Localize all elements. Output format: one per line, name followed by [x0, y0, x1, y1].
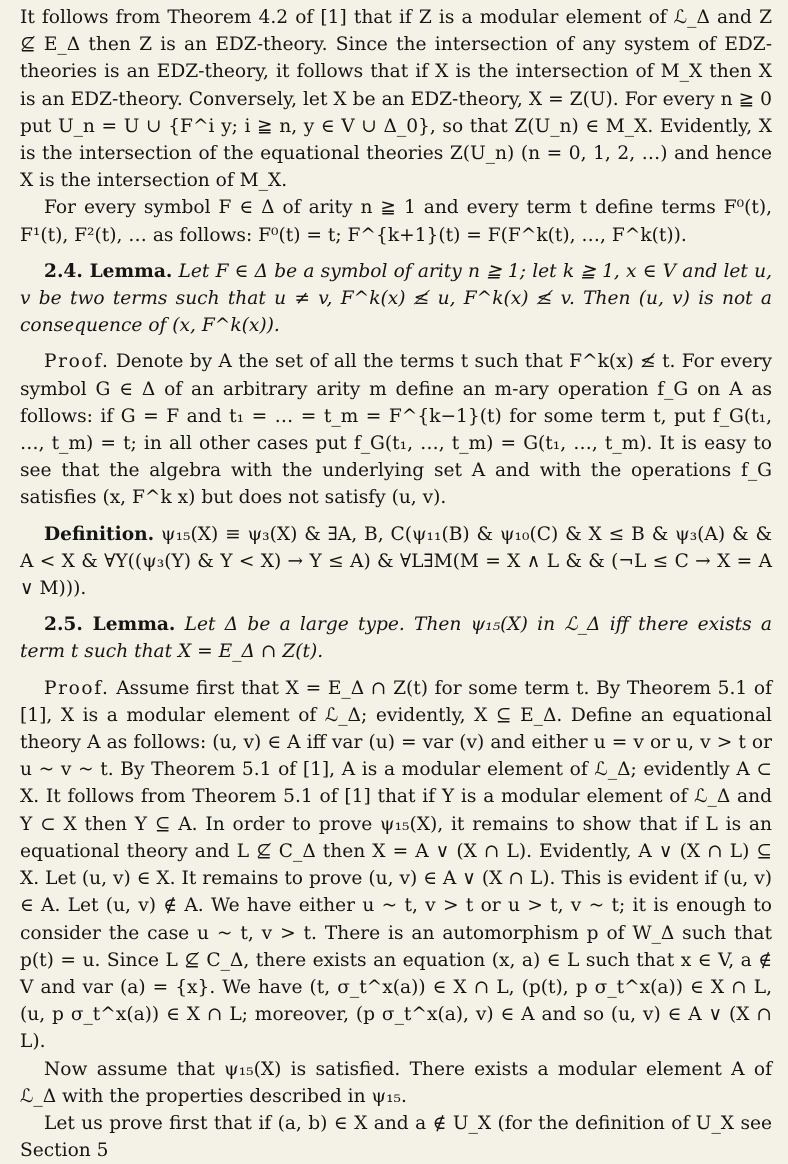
paragraph-intro — [20, 4, 772, 194]
definition-psi15 — [20, 521, 772, 603]
proof-2-5 — [20, 675, 772, 1056]
lemma-2-4 — [20, 258, 772, 340]
lemma-2-4-heading: 2.4. Lemma. — [44, 260, 173, 282]
definition-formula: ψ₁₅(X) ≡ ψ₃(X) & ∃A, B, C(ψ₁₁(B) & ψ₁₀(C) & X ≤ B & ψ₃(A) & & A < X & ∀Y((ψ₃(Y) & Y < X) → Y ≤ A) & ∀L∃M(M = X ∧ L & & (¬L ≤ C → X = A ∨ M))). — [20, 523, 772, 600]
paragraph-converse — [20, 1056, 772, 1110]
proof-2-4-body: Denote by A the set of all the terms t such that F^k(x) ≰ t. For every symbol G ∈ Δ of an arbitrary arity m define an m-ary operation f_G on A as follows: if G = F and t₁ = … = t_m = F^{k−1}(t) for some term t, put f_G(t₁, …, t_m) = t; in all other cases put f_G(t₁, …, t_m) = G(t₁, …, t_m). It is easy to see that the algebra with the underlying set A and with the operations f_G satisfies (x, F^k x) but does not satisfy (u, v). — [20, 351, 772, 509]
converse-text: Now assume that ψ₁₅(X) is satisfied. There exists a modular element A of ℒ_Δ with the properties described in ψ₁₅. — [20, 1058, 772, 1107]
lemma-2-5-heading: 2.5. Lemma. — [44, 614, 176, 636]
intro-text: It follows from Theorem 4.2 of [1] that if Z is a modular element of ℒ_Δ and Z ⊈ E_Δ then Z is an EDZ-theory. Since the intersection of any system of EDZ-theories is an EDZ-theory, it follows that if X is the intersection of M_X then X is an EDZ-theory. Conversely, let X be an EDZ-theory, X = Z(U). For every n ≧ 0 put U_n = U ∪ {F^i y; i ≧ n, y ∈ V ∪ Δ_0}, so that Z(U_n) ∈ M_X. Evidently, X is the intersection of the equational theories Z(U_n) (n = 0, 1, 2, …) and hence X is the intersection of M_X. — [20, 7, 772, 192]
last-line-text: Let us prove first that if (a, b) ∈ X and a ∉ U_X (for the definition of U_X see Section 5 — [20, 1112, 772, 1162]
proof-2-5-body: Assume first that X = E_Δ ∩ Z(t) for some term t. By Theorem 5.1 of [1], X is a modular element of ℒ_Δ; evidently, X ⊆ E_Δ. Define an equational theory A as follows: (u, v) ∈ A iff var (u) = var (v) and either u = v or u, v > t or u ~ v ~ t. By Theorem 5.1 of [1], A is a modular element of ℒ_Δ; evidently A ⊂ X. It follows from Theorem 5.1 of [1] that if Y is a modular element of ℒ_Δ and Y ⊂ X then Y ⊆ A. In order to prove ψ₁₅(X), it remains to show that if L is an equational theory and L ⊈ C_Δ then X = A ∨ (X ∩ L). Evidently, A ∨ (X ∩ L) ⊆ X. Let (u, v) ∈ X. It remains to prove (u, v) ∈ A ∨ (X ∩ L). This is evident if (u, v) ∈ A. Let (u, v) ∉ A. We have either u ~ t, v > t or u > t, v ~ t; it is enough to consider the case u ~ t, v > t. There is an automorphism p of W_Δ such that p(t) = u. Since L ⊈ C_Δ, there exists an equation (x, a) ∈ L such that x ∈ V, a ∉ V and var (a) = {x}. We have (t, σ_t^x(a)) ∈ X ∩ L, (p(t), p σ_t^x(a)) ∈ X ∩ L, (u, p σ_t^x(a)) ∈ X ∩ L; moreover, (p σ_t^x(a), v) ∈ A and so (u, v) ∈ A ∨ (X ∩ L). — [20, 677, 772, 1053]
proof-2-4 — [20, 348, 772, 511]
paragraph-define-terms — [20, 194, 772, 248]
define-terms-text: For every symbol F ∈ Δ of arity n ≧ 1 and every term t define terms F⁰(t), F¹(t), F²(t), … as follows: F⁰(t) = t; F^{k+1}(t) = F(F^k(t), …, F^k(t)). — [20, 197, 772, 246]
definition-heading: Definition. — [44, 523, 155, 545]
lemma-2-4-statement: Let F ∈ Δ be a symbol of arity n ≧ 1; let k ≧ 1, x ∈ V and let u, v be two terms such that u ≠ v, F^k(x) ≰ u, F^k(x) ≰ v. Then (u, v) is not a consequence of (x, F^k(x)). — [20, 260, 772, 337]
proof-2-4-label: Proof. — [44, 351, 110, 373]
paragraph-last-line — [20, 1110, 772, 1164]
proof-2-5-label: Proof. — [44, 677, 110, 699]
lemma-2-5 — [20, 611, 772, 665]
lemma-2-5-statement: Let Δ be a large type. Then ψ₁₅(X) in ℒ_Δ iff there exists a term t such that X = E_Δ ∩ Z(t). — [20, 614, 772, 663]
